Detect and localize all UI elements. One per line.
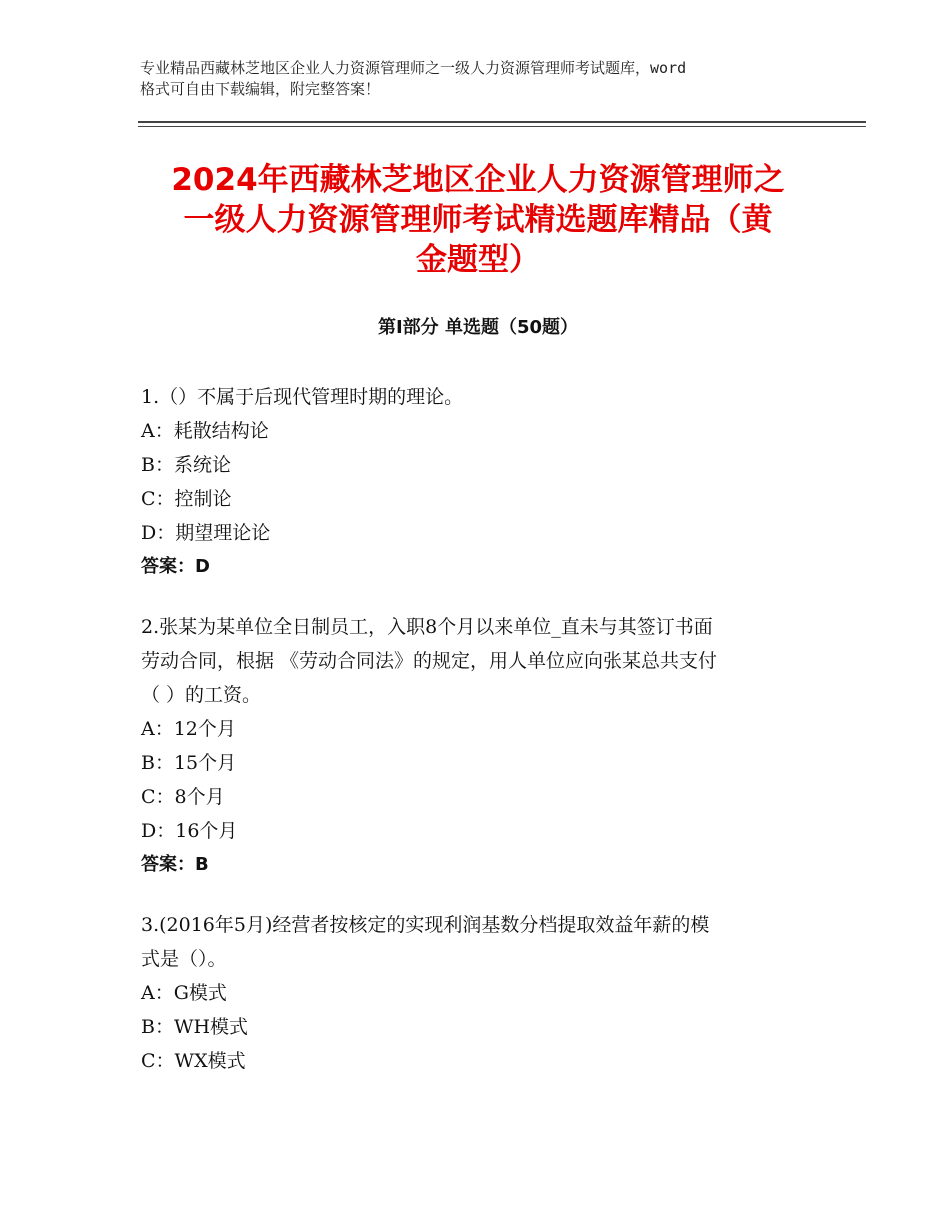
header-note-line: 专业精品西藏林芝地区企业人力资源管理师之一级人力资源管理师考试题库，word	[140, 59, 687, 77]
option-b: B：15个月	[141, 752, 237, 774]
answer-line: 答案：B	[141, 854, 209, 875]
option-b: B：系统论	[141, 454, 231, 476]
question-stem: 1.（）不属于后现代管理时期的理论。	[141, 386, 464, 408]
title-line: 金题型）	[416, 242, 540, 278]
question-1	[141, 380, 811, 584]
question-stem: （ ）的工资。	[141, 684, 262, 706]
header-divider-thin	[138, 126, 866, 127]
option-a: A：耗散结构论	[141, 420, 269, 442]
title-line: 一级人力资源管理师考试精选题库精品（黄	[183, 202, 773, 238]
question-stem: 式是（）。	[141, 948, 227, 970]
header-divider	[138, 121, 866, 123]
option-c: C：控制论	[141, 488, 232, 510]
header-note	[140, 58, 830, 100]
document-title	[138, 160, 818, 280]
answer-line: 答案：D	[141, 556, 210, 577]
option-a: A：12个月	[141, 718, 236, 740]
question-3	[141, 908, 811, 1078]
option-d: D：16个月	[141, 820, 238, 842]
option-c: C：8个月	[141, 786, 225, 808]
option-c: C：WX模式	[141, 1050, 246, 1072]
title-line: 2024年西藏林芝地区企业人力资源管理师之	[171, 162, 785, 198]
option-b: B：WH模式	[141, 1016, 249, 1038]
question-list	[141, 380, 811, 1078]
question-2	[141, 610, 811, 882]
option-a: A：G模式	[141, 982, 227, 1004]
header-note-line: 格式可自由下载编辑，附完整答案！	[140, 80, 381, 98]
question-stem: 2.张某为某单位全日制员工，入职8个月以来单位_直未与其签订书面	[141, 616, 713, 638]
option-d: D：期望理论论	[141, 522, 271, 544]
question-stem: 3.(2016年5月)经营者按核定的实现利润基数分档提取效益年薪的模	[141, 914, 710, 936]
section-heading: 第Ⅰ部分 单选题（50题）	[377, 317, 578, 338]
question-stem: 劳动合同，根据 《劳动合同法》的规定，用人单位应向张某总共支付	[141, 650, 718, 672]
